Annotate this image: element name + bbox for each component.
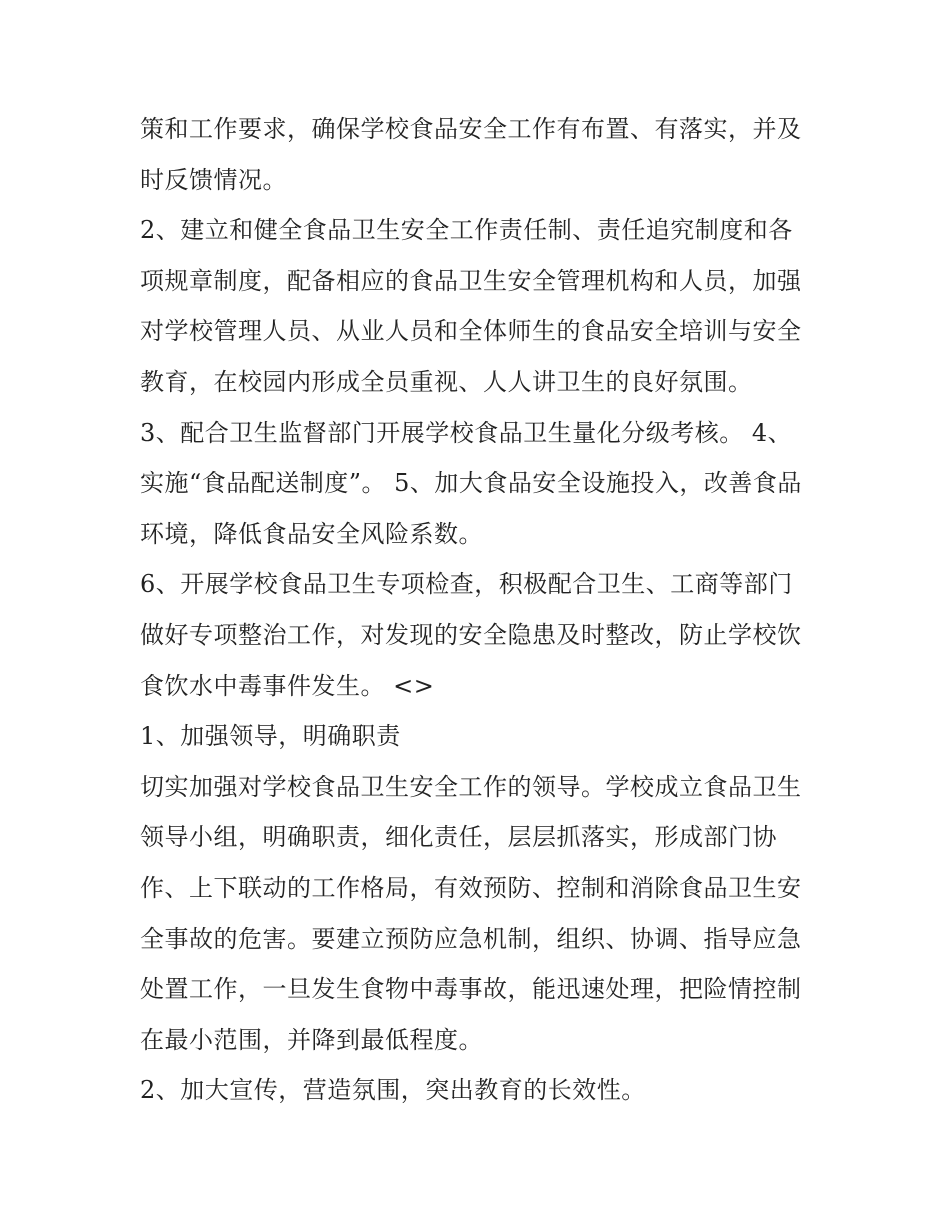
text-line: 切实加强对学校食品卫生安全工作的领导。学校成立食品卫生 [140,772,802,801]
text-line: 在最小范围，并降到最低程度。 [140,1025,483,1054]
text-line: 食饮水中毒事件发生。 <> [140,671,435,700]
text-line: 全事故的危害。要建立预防应急机制，组织、协调、指导应急 [140,924,802,953]
text-line: 教育，在校园内形成全员重视、人人讲卫生的良好氛围。 [140,367,753,396]
text-line: 6、开展学校食品卫生专项检查，积极配合卫生、工商等部门 [140,570,793,599]
text-line: 作、上下联动的工作格局，有效预防、控制和消除食品卫生安 [140,873,802,902]
text-line: 对学校管理人员、从业人员和全体师生的食品安全培训与安全 [140,317,802,346]
document-body [140,104,812,1116]
text-line: 项规章制度，配备相应的食品卫生安全管理机构和人员，加强 [140,266,802,295]
text-line: 时反馈情况。 [140,165,287,194]
text-line: 3、配合卫生监督部门开展学校食品卫生量化分级考核。 4、 [140,418,793,447]
text-line: 2、建立和健全食品卫生安全工作责任制、责任追究制度和各 [140,216,793,245]
text-line: 实施“食品配送制度”。 5、加大食品安全设施投入，改善食品 [140,469,802,498]
section-heading: 2、加大宣传，营造氛围，突出教育的长效性。 [140,1076,646,1105]
text-line: 环境，降低食品安全风险系数。 [140,519,483,548]
text-line: 领导小组，明确职责，细化责任，层层抓落实，形成部门协 [140,823,777,852]
text-line: 做好专项整治工作，对发现的安全隐患及时整改，防止学校饮 [140,620,802,649]
text-line: 处置工作，一旦发生食物中毒事故，能迅速处理，把险情控制 [140,975,802,1004]
text-line: 策和工作要求，确保学校食品安全工作有布置、有落实，并及 [140,115,802,143]
section-heading: 1、加强领导，明确职责 [140,722,401,751]
